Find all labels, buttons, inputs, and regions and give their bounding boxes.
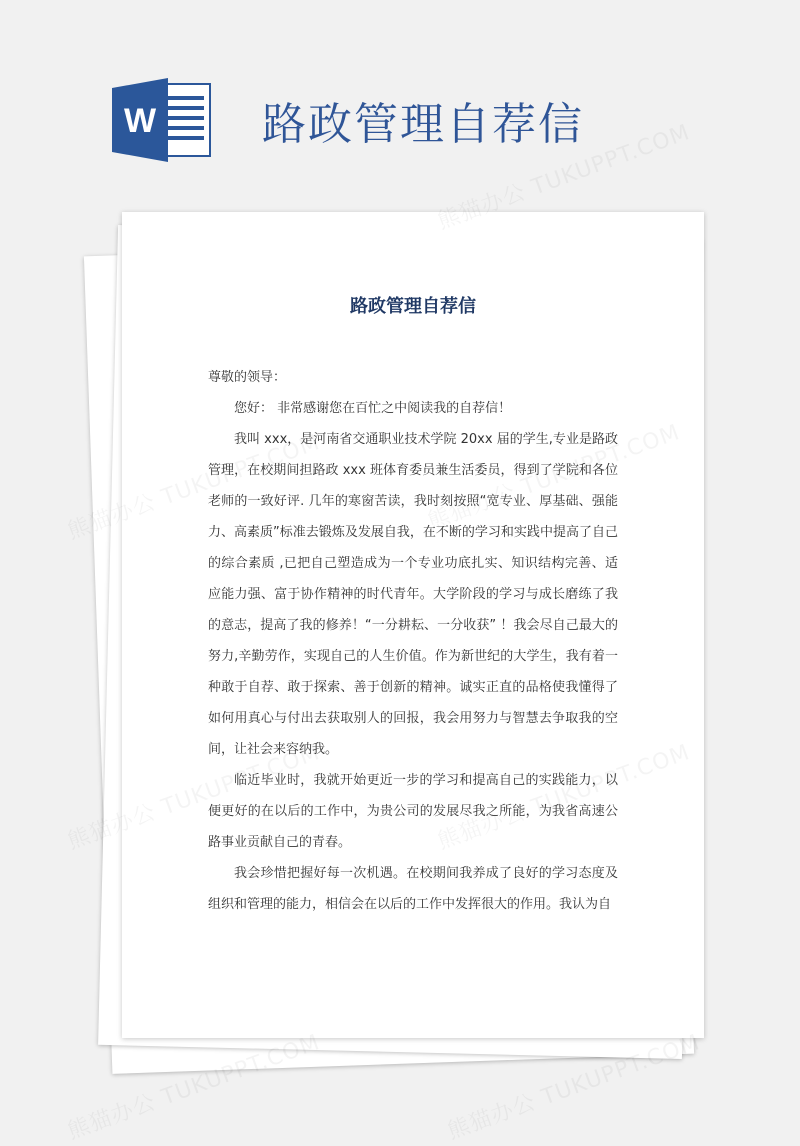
- salutation: 尊敬的领导：: [208, 370, 287, 385]
- word-document-icon: [112, 78, 214, 162]
- document-title: 路政管理自荐信: [350, 296, 476, 317]
- banner-title: 路政管理自荐信: [262, 99, 584, 150]
- paragraph: 您好： 非常感谢您在百忙之中阅读我的自荐信！: [234, 401, 512, 416]
- document-page: [122, 212, 704, 1038]
- document-body: [208, 362, 618, 920]
- paragraph: 我会珍惜把握好每一次机遇。在校期间我养成了良好的学习态度及组织和管理的能力，相信会在以后的工作中发挥很大的作用。我认为自: [208, 866, 618, 912]
- word-icon-letter: W: [123, 102, 157, 140]
- paragraph: 临近毕业时，我就开始更近一步的学习和提高自己的实践能力，以便更好的在以后的工作中，为贵公司的发展尽我之所能，为我省高速公路事业贡献自己的青春。: [208, 773, 618, 850]
- paragraph: 我叫 xxx，是河南省交通职业技术学院 20xx 届的学生,专业是路政管理，在校期间担路政 xxx 班体育委员兼生活委员，得到了学院和各位老师的一致好评. 几年的寒窗苦读，我时刻按照“宽专业、厚基础、强能力、高素质”标准去锻炼及发展自我，在不断的学习和实践中提高了自己的综合素质 ,已把自己塑造成为一个专业功底扎实、知识结构完善、适应能力强、富于协作精神的时代青年。大学阶段的学习与成长磨练了我的意志，提高了我的修养！“一分耕耘、一分收获” ！我会尽自己最大的努力,辛勤劳作，实现自己的人生价值。作为新世纪的大学生，我有着一种敢于自荐、敢于探索、善于创新的精神。诚实正直的品格使我懂得了如何用真心与付出去获取别人的回报，我会用努力与智慧去争取我的空间，让社会来容纳我。: [208, 432, 618, 757]
